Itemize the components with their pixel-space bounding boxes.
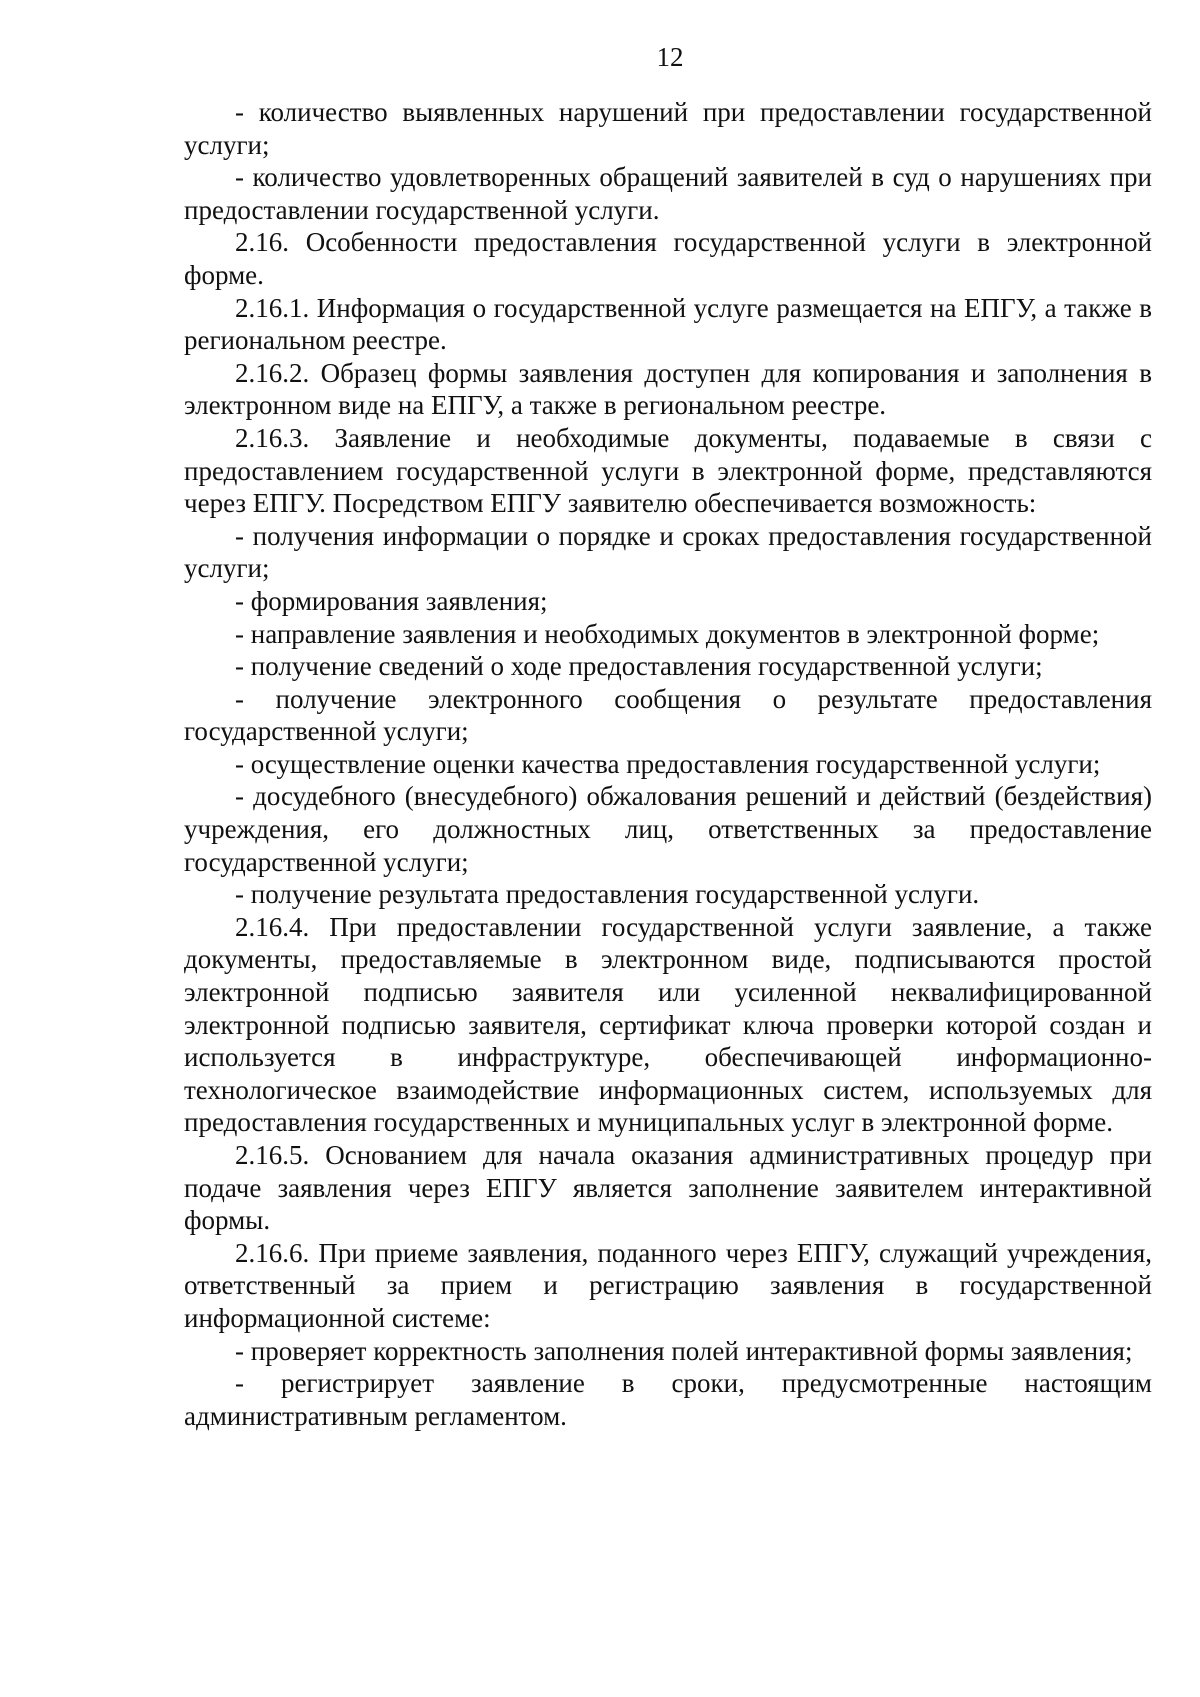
- list-item-submission: - направление заявления и необходимых документов в электронной форме;: [235, 618, 1100, 649]
- list-item-form-creation: - формирования заявления;: [235, 585, 548, 616]
- list-item-info: - получения информации о порядке и сроках предоставления государственной услуги;: [184, 520, 1152, 584]
- section-heading-2-16: 2.16. Особенности предоставления государственной услуги в электронной форме.: [184, 227, 1152, 290]
- paragraph-violations-count: - количество выявленных нарушений при предоставлении государственной услуги;: [184, 97, 1152, 160]
- clause-2-16-6: 2.16.6. При приеме заявления, поданного через ЕПГУ, служащий учреждения, ответственный за прием и регистрацию заявления в государственной информационной системе:: [184, 1237, 1152, 1333]
- clause-2-16-3: 2.16.3. Заявление и необходимые документы, подаваемые в связи с предоставлением государственной услуги в электронной форме, представляются через ЕПГУ. Посредством ЕПГУ заявителю обеспечивается возможность:: [184, 422, 1152, 519]
- clause-2-16-5: 2.16.5. Основанием для начала оказания административных процедур при подаче заявления через ЕПГУ является заполнение заявителем интерактивной формы.: [184, 1140, 1152, 1236]
- list-item-quality-rating: - осуществление оценки качества предоставления государственной услуги;: [235, 748, 1101, 779]
- list-item-appeal: - досудебного (внесудебного) обжалования решений и действий (бездействия) учреждения, его должностных лиц, ответственных за предоставление государственной услуги;: [184, 781, 1152, 877]
- clause-2-16-4: 2.16.4. При предоставлении государственной услуги заявление, а также документы, предоставляемые в электронном виде, подписываются простой электронной подписью заявителя или усиленной неквалифицированной электронной подписью заявителя, сертификат ключа проверки которой создан и используется в инфраструктуре, обеспечивающей информационно-технологическое взаимодействие информационных систем, используемых для предоставления государственных и муниципальных услуг в электронной форме.: [184, 911, 1152, 1138]
- list-item-result-receipt: - получение результата предоставления государственной услуги.: [235, 879, 980, 910]
- clause-2-16-2: 2.16.2. Образец формы заявления доступен для копирования и заполнения в электронном виде на ЕПГУ, а также в региональном реестре.: [184, 357, 1152, 421]
- clause-2-16-1: 2.16.1. Информация о государственной услуге размещается на ЕПГУ, а также в региональном реестре.: [184, 292, 1152, 356]
- list-item-check-form: - проверяет корректность заполнения полей интерактивной формы заявления;: [235, 1335, 1133, 1366]
- document-body: [184, 96, 1152, 1432]
- list-item-result-message: - получение электронного сообщения о результате предоставления государственной услуги;: [184, 683, 1152, 747]
- page-number: 12: [656, 42, 684, 72]
- paragraph-court-appeals-count: - количество удовлетворенных обращений заявителей в суд о нарушениях при предоставлении государственной услуги.: [184, 162, 1152, 225]
- list-item-progress: - получение сведений о ходе предоставления государственной услуги;: [235, 651, 1043, 682]
- list-item-register: - регистрирует заявление в сроки, предусмотренные настоящим административным регламентом.: [184, 1368, 1152, 1431]
